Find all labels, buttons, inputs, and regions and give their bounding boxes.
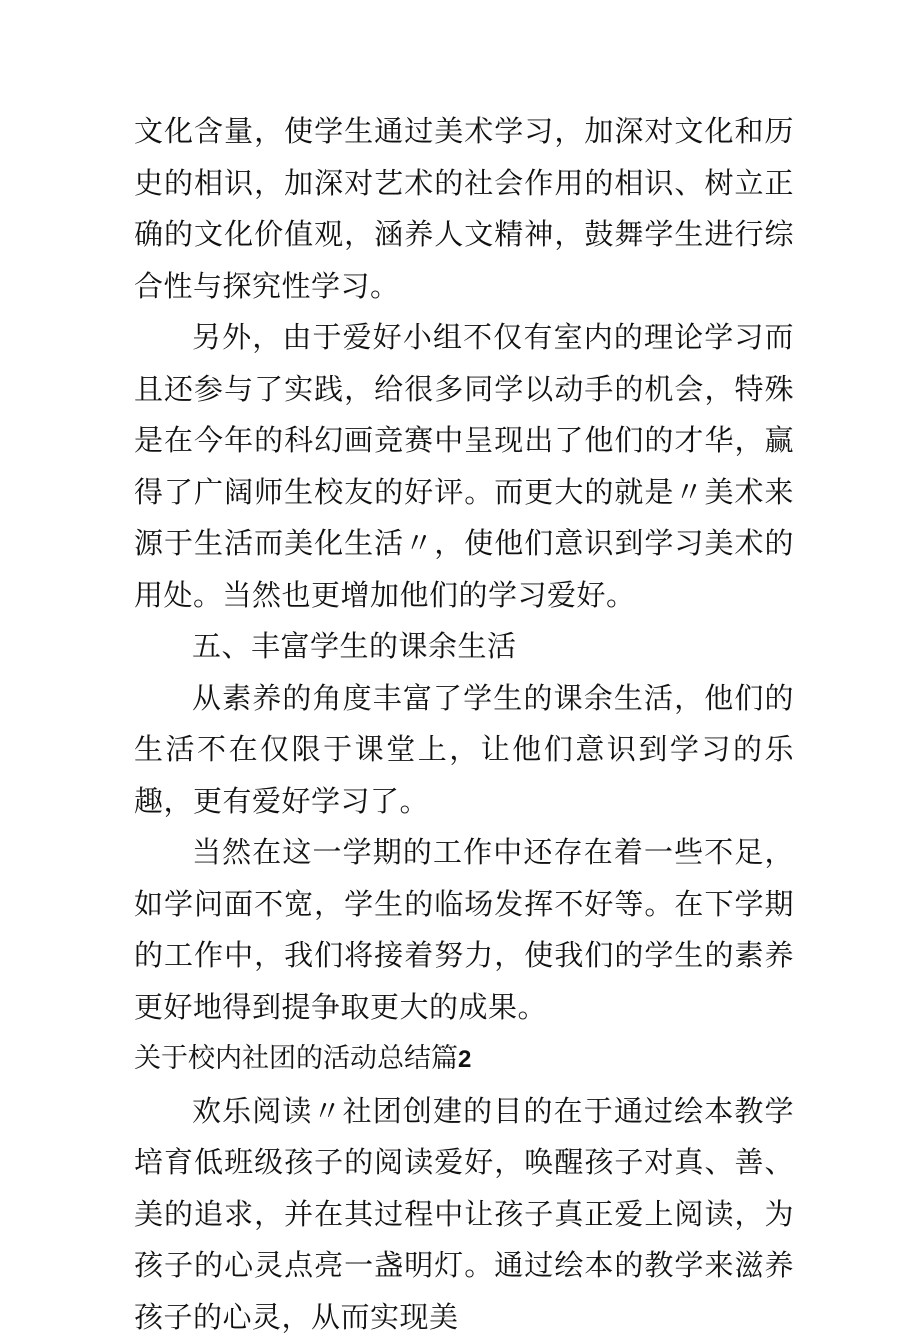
section-title-number: 2	[458, 1046, 471, 1073]
paragraph-reading-club: 欢乐阅读〃社团创建的目的在于通过绘本教学培育低班级孩子的阅读爱好，唤醒孩子对真、善、美的追求，并在其过程中让孩子真正爱上阅读，为孩子的心灵点亮一盏明灯。通过绘本的教学来滋养孩子的心灵，从而实现美	[134, 1086, 794, 1343]
paragraph-interest-group: 另外，由于爱好小组不仅有室内的理论学习而且还参与了实践，给很多同学以动手的机会，特殊是在今年的科幻画竞赛中呈现出了他们的才华，赢得了广阔师生校友的好评。而更大的就是〃美术来源于生活而美化生活〃，使他们意识到学习美术的用处。当然也更增加他们的学习爱好。	[134, 312, 794, 621]
document-body	[134, 106, 794, 1343]
paragraph-extracurricular: 从素养的角度丰富了学生的课余生活，他们的生活不在仅限于课堂上，让他们意识到学习的乐趣，更有爱好学习了。	[134, 673, 794, 828]
paragraph-culture: 文化含量，使学生通过美术学习，加深对文化和历史的相识，加深对艺术的社会作用的相识、树立正确的文化价值观，涵养人文精神，鼓舞学生进行综合性与探究性学习。	[134, 106, 794, 312]
section-title	[134, 1033, 794, 1086]
paragraph-shortcomings: 当然在这一学期的工作中还存在着一些不足，如学问面不宽，学生的临场发挥不好等。在下学期的工作中，我们将接着努力，使我们的学生的素养更好地得到提争取更大的成果。	[134, 827, 794, 1033]
section-heading-enrich-life: 五、丰富学生的课余生活	[134, 621, 794, 673]
section-title-text: 关于校内社团的活动总结篇	[134, 1043, 458, 1074]
